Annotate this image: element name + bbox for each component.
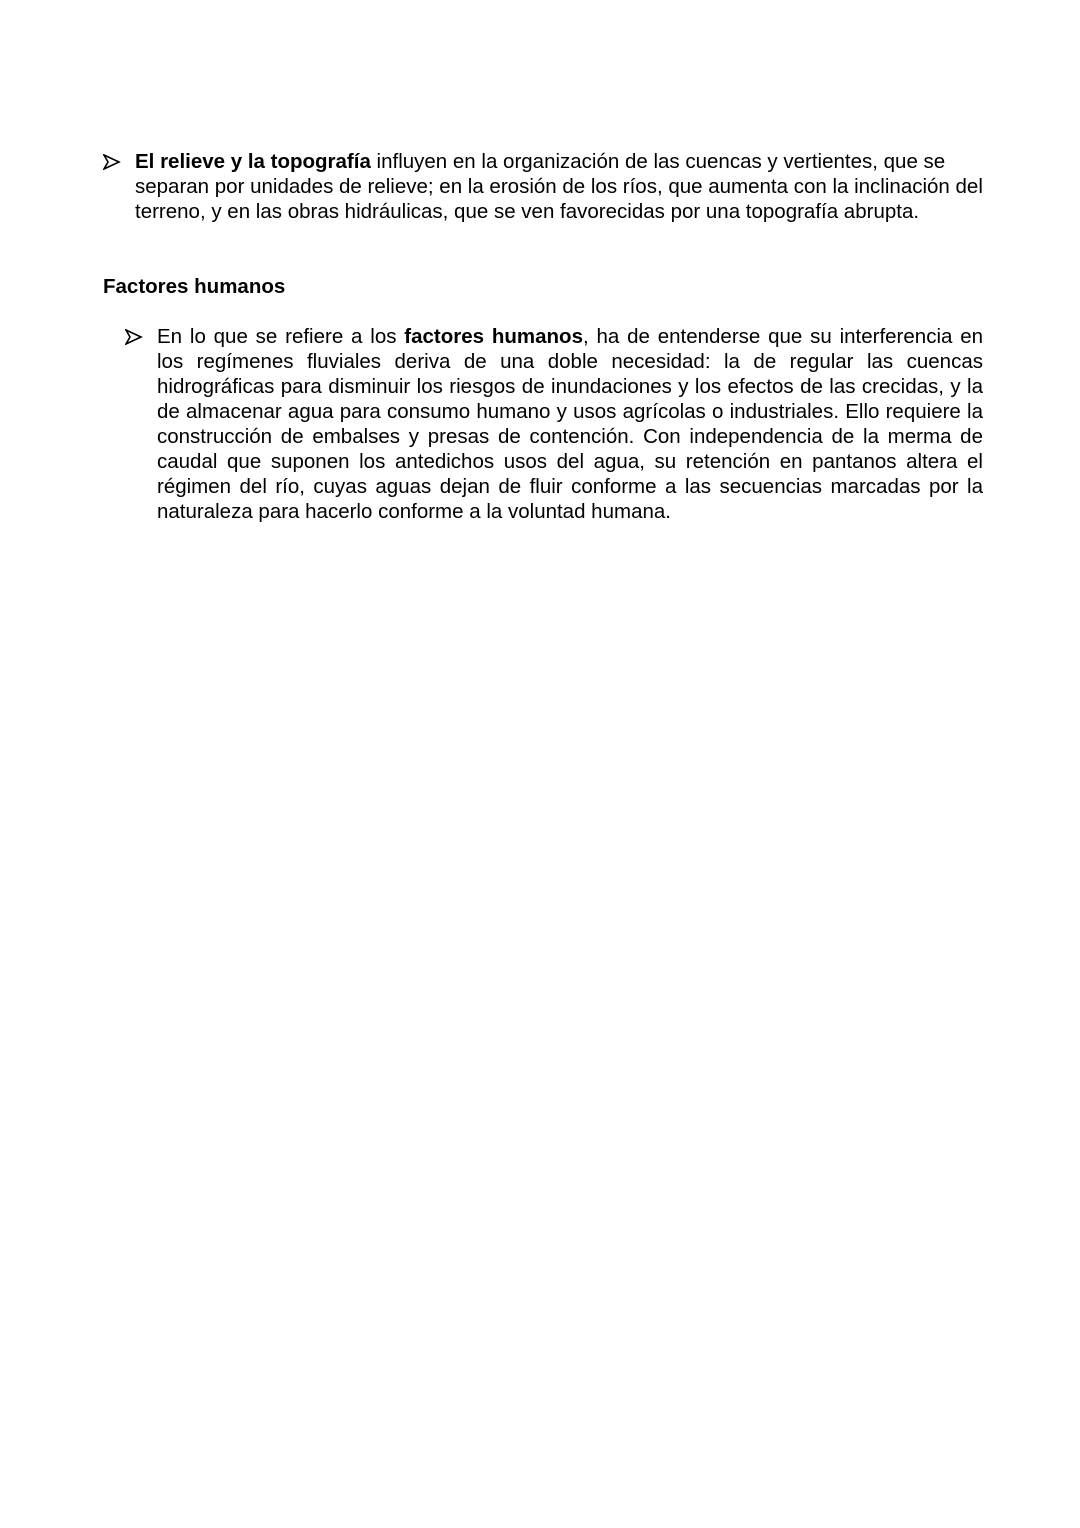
bullet-item-relieve xyxy=(103,149,998,224)
humanos-body-text: , ha de entenderse que su interferencia en los regímenes fluviales deriva de una doble necesidad: la de regular las cuencas hidrográficas para disminuir los riesgos de inundaciones y los efectos de las crecidas, y la de almacenar agua para consumo humano y usos agrícolas o industriales. Ello requiere la construcción de embalses y presas de contención. Con independencia de la merma de caudal que suponen los antedichos usos del agua, su retención en pantanos altera el régimen del río, cuyas aguas dejan de fluir conforme a las secuencias marcadas por la naturaleza para hacerlo conforme a la voluntad humana. xyxy=(157,325,984,523)
bullet-text-relieve xyxy=(135,149,998,224)
relieve-body-text: influyen en la organización de las cuencas y vertientes, que se separan por unidades de relieve; en la erosión de los ríos, que aumenta con la inclinación del terreno, y en las obras hidráulicas, que se ven favorecidas por una topografía abrupta. xyxy=(135,150,983,223)
bold-term-factores-humanos: factores humanos xyxy=(404,325,583,348)
arrowhead-bullet-icon xyxy=(103,149,135,174)
humanos-intro-text: En lo que se refiere a los xyxy=(157,325,405,348)
bullet-item-factores-humanos xyxy=(125,324,983,524)
bold-term-relieve: El relieve y la topografía xyxy=(135,150,371,173)
section-heading: Factores humanos xyxy=(103,275,286,298)
arrowhead-bullet-icon xyxy=(125,324,157,349)
bullet-text-factores-humanos xyxy=(157,324,983,524)
